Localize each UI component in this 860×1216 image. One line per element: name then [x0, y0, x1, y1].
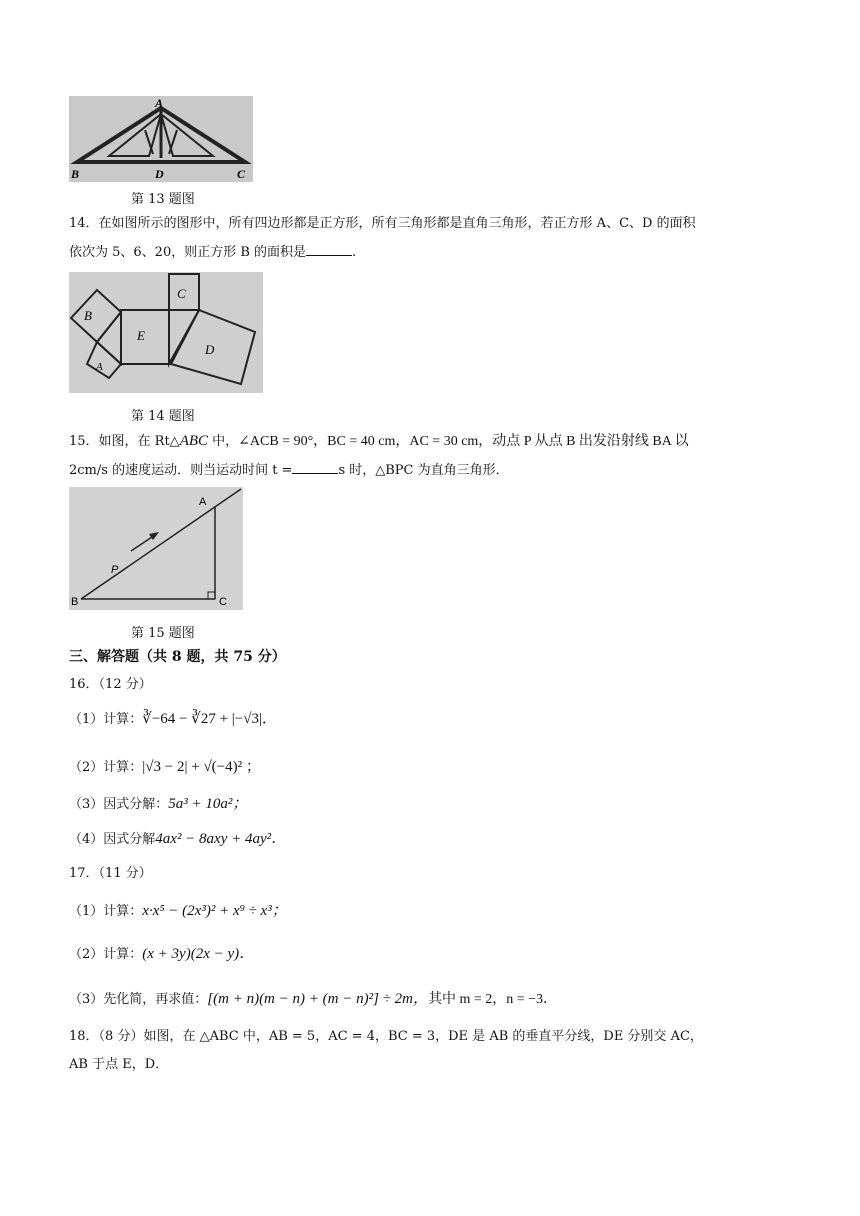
q16-p3-expr: 5a³ + 10a²；	[168, 796, 248, 812]
answer-blank-14	[306, 243, 352, 256]
label-A: A	[199, 496, 207, 508]
q17-p3-expr: [(m + n)(m − n) + (m − n)²] ÷ 2m，	[207, 991, 428, 1007]
q17-part3	[69, 990, 557, 1009]
q15-line2	[69, 461, 509, 480]
q16-p2-label: （2）计算：	[69, 760, 143, 775]
q14-line1: 14．在如图所示的图形中，所有四边形都是正方形，所有三角形都是直角三角形，若正方形 A、C、D 的面积	[69, 216, 696, 231]
q14-line2	[69, 243, 356, 262]
q16-part4	[69, 830, 286, 849]
label-B: B	[84, 308, 92, 323]
q17-p2-expr: (x + 3y)(2x − y)．	[142, 946, 255, 962]
q16-p3-label: （3）因式分解：	[69, 797, 169, 812]
q17-p2-label: （2）计算：	[69, 947, 143, 962]
answer-blank-15	[292, 461, 338, 474]
q16-part2	[69, 758, 261, 777]
section-title: 三、解答题（共 8 题，共 75 分）	[69, 649, 286, 665]
q18-line2: AB 于点 E，D．	[69, 1057, 169, 1072]
q16-part3	[69, 795, 247, 814]
q14-line2-text: 依次为 5、6、20，则正方形 B 的面积是	[69, 245, 307, 260]
label-D: D	[205, 342, 215, 357]
q16-p4-label: （4）因式分解	[69, 832, 156, 847]
figure-14	[69, 272, 263, 393]
label-D: D	[155, 167, 164, 181]
q17-part2	[69, 945, 254, 964]
figure-13-caption: 第 13 题图	[131, 192, 195, 207]
q15-line1	[69, 432, 689, 451]
figure-15-caption: 第 15 题图	[131, 626, 195, 641]
right-triangle-diagram	[69, 487, 243, 610]
q15-line1-a: 15．如图，在 Rt△	[69, 434, 180, 449]
q16-p1-expr: ∛−64 − ∛27 + |−√3|．	[142, 711, 277, 727]
figure-15	[69, 487, 243, 610]
q14-line2-end: .	[352, 245, 357, 260]
label-B: B	[71, 596, 79, 608]
q16-p1-label: （1）计算：	[69, 712, 143, 727]
q15-line2-end: s 时，△BPC 为直角三角形．	[338, 463, 509, 478]
figure-14-caption: 第 14 题图	[131, 409, 195, 424]
squares-diagram	[69, 272, 263, 393]
q15-line1-b: ABC	[179, 433, 209, 449]
label-A: A	[155, 96, 164, 110]
truss-diagram	[69, 96, 253, 182]
label-C: C	[219, 596, 227, 608]
q15-line1-c: 中，	[208, 434, 239, 449]
q17-p3-tail: 其中 m = 2，n = −3．	[427, 992, 558, 1007]
q17-p1-label: （1）计算：	[69, 904, 143, 919]
q15-line1-d: ∠ACB = 90°，BC = 40 cm，AC = 30 cm，动点 P 从点 B 出发沿射线 BA 以	[238, 434, 689, 449]
label-B: B	[71, 167, 80, 181]
q16-part1	[69, 710, 277, 729]
q17-p3-label: （3）先化简，再求值：	[69, 992, 208, 1007]
q18-line1: 18．（8 分）如图，在 △ABC 中，AB = 5，AC = 4，BC = 3，DE 是 AB 的垂直平分线，DE 分别交 AC，	[69, 1029, 703, 1044]
q16-header: 16．（12 分）	[69, 677, 152, 692]
label-C: C	[177, 286, 186, 301]
label-P: P	[111, 564, 119, 576]
q17-p1-expr: x·x⁵ − (2x³)² + x⁹ ÷ x³；	[142, 903, 287, 919]
q17-header: 17．（11 分）	[69, 866, 152, 881]
q16-p2-expr: |√3 − 2| + √(−4)² ；	[142, 759, 261, 775]
figure-13	[69, 96, 253, 182]
label-E: E	[137, 328, 145, 343]
q16-p4-expr: 4ax² − 8axy + 4ay²．	[155, 831, 287, 847]
label-C: C	[237, 167, 246, 181]
label-A: A	[96, 361, 103, 373]
q17-part1	[69, 902, 287, 921]
q15-line2-text: 2cm/s 的速度运动．则当运动时间 t =	[69, 463, 293, 478]
